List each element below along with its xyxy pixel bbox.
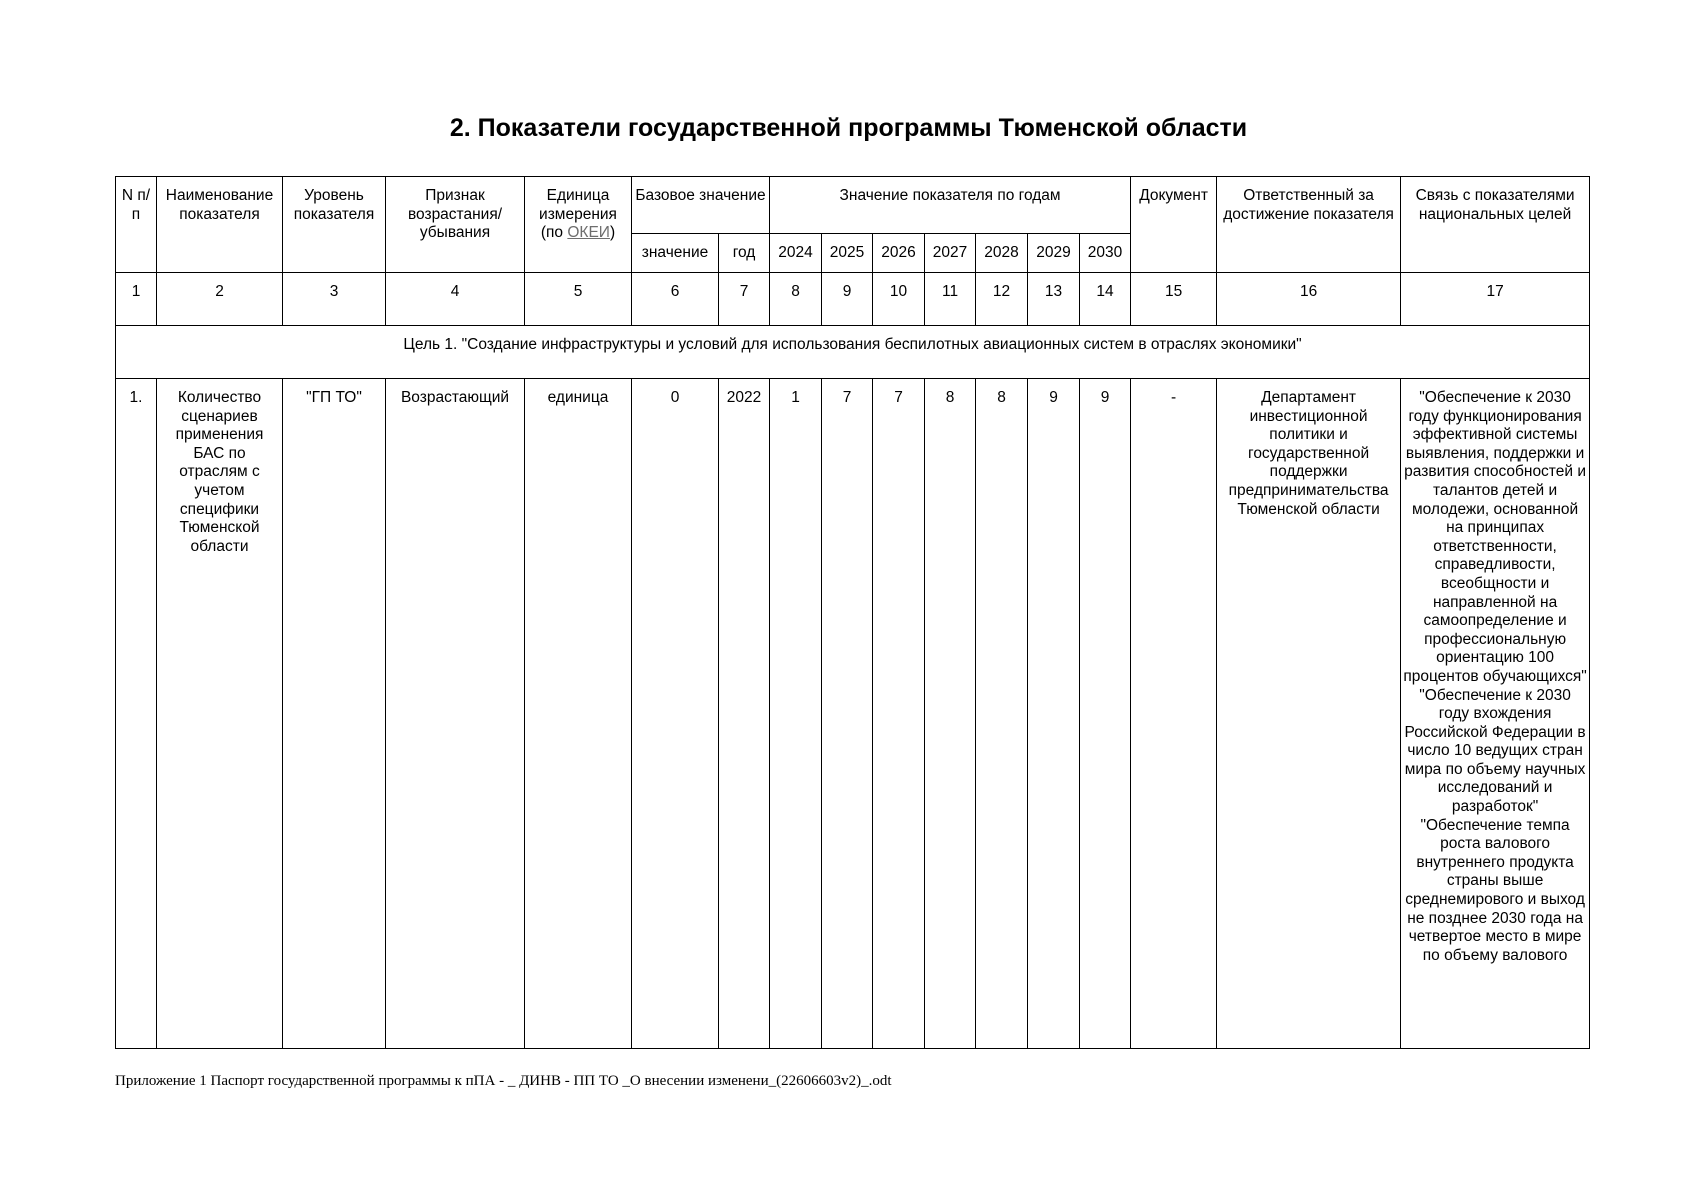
header-level: Уровень показателя — [283, 177, 386, 273]
column-number: 6 — [632, 273, 719, 326]
cell-num: 1. — [116, 379, 157, 1049]
column-number: 9 — [822, 273, 873, 326]
column-number: 14 — [1080, 273, 1131, 326]
cell-year-2024: 1 — [770, 379, 822, 1049]
okei-link[interactable]: ОКЕИ — [567, 224, 610, 242]
column-number: 5 — [525, 273, 632, 326]
header-year-2028: 2028 — [976, 234, 1028, 273]
header-year-2025: 2025 — [822, 234, 873, 273]
column-number: 11 — [925, 273, 976, 326]
page-title: 2. Показатели государственной программы Тюменской области — [449, 114, 1248, 142]
cell-unit: единица — [525, 379, 632, 1049]
column-number: 12 — [976, 273, 1028, 326]
header-national-goals: Связь с показателями национальных целей — [1401, 177, 1590, 273]
column-number: 8 — [770, 273, 822, 326]
cell-document: - — [1131, 379, 1217, 1049]
header-year-2027: 2027 — [925, 234, 976, 273]
footer-filename: Приложение 1 Паспорт государственной программы к пПА - _ ДИНВ - ПП ТО _О внесении изменени_(22606603v2)_.odt — [115, 1073, 892, 1089]
column-number: 13 — [1028, 273, 1080, 326]
header-num: N п/п — [116, 177, 157, 273]
cell-year-2030: 9 — [1080, 379, 1131, 1049]
cell-year-2026: 7 — [873, 379, 925, 1049]
cell-base-year: 2022 — [719, 379, 770, 1049]
cell-national-goals: "Обеспечение к 2030 году функционирования эффективной системы выявления, поддержки и развития способностей и талантов детей и молодежи, основанной на принципах ответственности, справедливости, всеобщности и направленной на самоопределение и профессиональную ориентацию 100 процентов обучающихся" "Обеспечение к 2030 году вхождения Российской Федерации в число 10 ведущих стран мира по объему научных исследований и разработок" "Обеспечение темпа роста валового внутреннего продукта страны выше среднемирового и выход не позднее 2030 года на четвертое место в мире по объему валового — [1401, 379, 1590, 1049]
header-unit-prefix: Единица измерения (по — [539, 187, 617, 242]
header-base-group: Базовое значение — [632, 177, 770, 234]
header-base-value: значение — [632, 234, 719, 273]
header-year-2024: 2024 — [770, 234, 822, 273]
cell-trend: Возрастающий — [386, 379, 525, 1049]
cell-year-2025: 7 — [822, 379, 873, 1049]
column-number: 15 — [1131, 273, 1217, 326]
header-responsible: Ответственный за достижение показателя — [1217, 177, 1401, 273]
header-year-2030: 2030 — [1080, 234, 1131, 273]
column-number: 10 — [873, 273, 925, 326]
header-document: Документ — [1131, 177, 1217, 273]
table-row — [116, 379, 1590, 1049]
column-numbers-row — [116, 273, 1590, 326]
header-unit — [525, 177, 632, 273]
header-unit-suffix: ) — [609, 224, 616, 242]
header-name: Наименование показателя — [157, 177, 283, 273]
goal-row — [116, 326, 1590, 379]
header-trend: Признак возрастания/ убывания — [386, 177, 525, 273]
column-number: 4 — [386, 273, 525, 326]
header-base-year: год — [719, 234, 770, 273]
column-number: 1 — [116, 273, 157, 326]
header-row — [116, 177, 1590, 234]
header-years-group: Значение показателя по годам — [770, 177, 1131, 234]
column-number: 7 — [719, 273, 770, 326]
header-year-2029: 2029 — [1028, 234, 1080, 273]
column-number: 16 — [1217, 273, 1401, 326]
column-number: 3 — [283, 273, 386, 326]
cell-year-2029: 9 — [1028, 379, 1080, 1049]
goal-text: Цель 1. "Создание инфраструктуры и условий для использования беспилотных авиационных систем в отраслях экономики" — [116, 326, 1590, 379]
cell-year-2028: 8 — [976, 379, 1028, 1049]
header-year-2026: 2026 — [873, 234, 925, 273]
column-number: 2 — [157, 273, 283, 326]
cell-base-value: 0 — [632, 379, 719, 1049]
cell-responsible: Департамент инвестиционной политики и государственной поддержки предпринимательства Тюменской области — [1217, 379, 1401, 1049]
cell-level: "ГП ТО" — [283, 379, 386, 1049]
cell-year-2027: 8 — [925, 379, 976, 1049]
cell-name: Количество сценариев применения БАС по отраслям с учетом специфики Тюменской области — [157, 379, 283, 1049]
column-number: 17 — [1401, 273, 1590, 326]
indicators-table — [115, 176, 1590, 1049]
